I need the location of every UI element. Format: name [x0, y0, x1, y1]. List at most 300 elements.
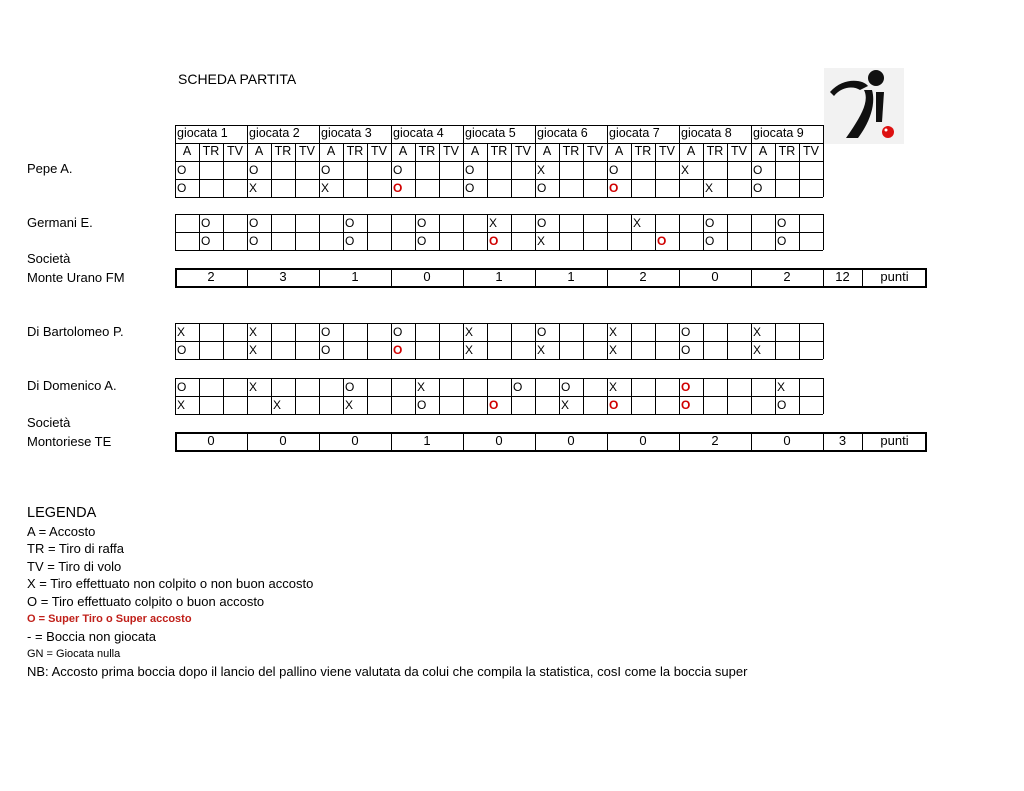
grid-line	[631, 143, 632, 161]
grid-line	[823, 143, 824, 161]
giocata-score: 0	[711, 269, 719, 284]
grid-line	[607, 161, 608, 197]
grid-line	[703, 161, 704, 197]
grid-line	[463, 125, 464, 143]
shot-mark: O	[681, 343, 691, 357]
giocata-header: giocata 5	[465, 126, 516, 140]
grid-line	[559, 378, 560, 414]
giocata-score: 1	[351, 269, 359, 284]
grid-line	[487, 214, 488, 250]
grid-line	[775, 378, 776, 414]
grid-line	[367, 323, 368, 359]
grid-line	[703, 214, 704, 250]
grid-line	[679, 125, 680, 143]
shot-mark: O	[249, 216, 259, 230]
giocata-score: 0	[207, 433, 215, 448]
grid-line	[727, 161, 728, 197]
grid-line	[799, 161, 800, 197]
sub-header: A	[758, 144, 768, 158]
grid-line	[415, 214, 416, 250]
sub-header: A	[686, 144, 696, 158]
grid-line	[343, 323, 344, 359]
grid-line	[607, 323, 608, 359]
sub-header: TV	[371, 144, 387, 158]
shot-mark: O	[177, 380, 187, 394]
societa-label: Società	[27, 251, 71, 266]
shot-mark: X	[249, 325, 258, 339]
shot-mark: X	[249, 343, 258, 357]
grid-line	[223, 143, 224, 161]
grid-line	[175, 143, 176, 161]
grid-line	[391, 161, 392, 197]
shot-mark: O	[345, 216, 355, 230]
grid-line	[175, 125, 176, 143]
grid-line	[583, 161, 584, 197]
grid-line	[439, 323, 440, 359]
total-score: 12	[835, 269, 850, 284]
grid-line	[175, 161, 823, 162]
grid-line	[463, 323, 464, 359]
grid-line	[583, 143, 584, 161]
grid-line	[271, 214, 272, 250]
shot-mark: O	[321, 163, 331, 177]
giocata-header: giocata 6	[537, 126, 588, 140]
grid-line	[823, 323, 824, 359]
grid-line	[391, 378, 392, 414]
grid-line	[703, 378, 704, 414]
grid-line	[655, 378, 656, 414]
grid-line	[679, 143, 680, 161]
grid-line	[415, 378, 416, 414]
giocata-header: giocata 9	[753, 126, 804, 140]
shot-mark: X	[609, 343, 618, 357]
giocata-score: 2	[207, 269, 215, 284]
grid-line	[319, 125, 320, 143]
grid-line	[751, 125, 752, 143]
grid-line	[247, 378, 248, 414]
shot-mark: X	[249, 181, 258, 195]
shot-mark: O	[657, 234, 667, 248]
grid-line	[463, 143, 464, 161]
grid-line	[295, 143, 296, 161]
giocata-score: 1	[495, 269, 503, 284]
grid-line	[223, 214, 224, 250]
grid-line	[535, 143, 536, 161]
sub-header: A	[542, 144, 552, 158]
grid-line	[247, 143, 248, 161]
grid-line	[175, 143, 823, 144]
shot-mark: O	[537, 325, 547, 339]
sub-header: TV	[227, 144, 243, 158]
grid-line	[415, 161, 416, 197]
grid-line	[559, 214, 560, 250]
grid-line	[511, 323, 512, 359]
shot-mark: O	[609, 163, 619, 177]
shot-mark: X	[177, 398, 186, 412]
grid-line	[679, 323, 680, 359]
shot-mark: O	[489, 234, 499, 248]
shot-mark: O	[201, 234, 211, 248]
grid-line	[775, 323, 776, 359]
grid-line	[367, 378, 368, 414]
grid-line	[223, 161, 224, 197]
shot-mark: O	[393, 181, 403, 195]
shot-mark: O	[777, 234, 787, 248]
shot-mark: X	[681, 163, 690, 177]
grid-line	[775, 214, 776, 250]
grid-line	[367, 214, 368, 250]
grid-line	[175, 179, 823, 180]
grid-line	[223, 323, 224, 359]
shot-mark: O	[465, 163, 475, 177]
shot-mark: X	[537, 234, 546, 248]
sub-header: TR	[202, 144, 220, 158]
sub-header: TV	[587, 144, 603, 158]
legend-dash-line: - = Boccia non giocata	[27, 629, 156, 645]
shot-mark: O	[753, 163, 763, 177]
grid-line	[343, 161, 344, 197]
shot-mark: X	[705, 181, 714, 195]
total-score: 3	[838, 433, 847, 448]
grid-line	[463, 161, 464, 197]
shot-mark: O	[393, 325, 403, 339]
grid-line	[727, 214, 728, 250]
grid-line	[823, 161, 824, 197]
grid-line	[727, 378, 728, 414]
giocata-header: giocata 8	[681, 126, 732, 140]
shot-mark: O	[681, 325, 691, 339]
grid-line	[823, 214, 824, 250]
societa-label: Società	[27, 415, 71, 430]
shot-mark: X	[609, 325, 618, 339]
grid-line	[535, 161, 536, 197]
shot-mark: O	[537, 216, 547, 230]
legend-line: X = Tiro effettuato non colpito o non buon accosto	[27, 576, 314, 592]
grid-line	[271, 378, 272, 414]
grid-line	[799, 214, 800, 250]
punti-label: punti	[880, 269, 909, 284]
societa-name: Monte Urano FM	[27, 270, 125, 285]
grid-line	[175, 359, 823, 360]
grid-line	[607, 143, 608, 161]
grid-line	[391, 214, 392, 250]
grid-line	[319, 161, 320, 197]
sub-header: A	[398, 144, 408, 158]
legend-gn-line: GN = Giocata nulla	[27, 647, 121, 660]
shot-mark: O	[177, 163, 187, 177]
grid-line	[583, 378, 584, 414]
giocata-score: 0	[423, 269, 431, 284]
grid-line	[319, 323, 320, 359]
grid-line	[223, 378, 224, 414]
grid-line	[559, 161, 560, 197]
grid-line	[175, 323, 176, 359]
giocata-header: giocata 2	[249, 126, 300, 140]
sub-header: A	[614, 144, 624, 158]
punti-label: punti	[880, 433, 909, 448]
shot-mark: O	[345, 380, 355, 394]
shot-mark: X	[321, 181, 330, 195]
grid-line	[343, 143, 344, 161]
grid-line	[703, 323, 704, 359]
grid-line	[199, 323, 200, 359]
grid-line	[175, 378, 176, 414]
giocata-score: 0	[567, 433, 575, 448]
grid-line	[271, 161, 272, 197]
sub-header: TV	[659, 144, 675, 158]
shot-mark: X	[537, 343, 546, 357]
shot-mark: X	[609, 380, 618, 394]
grid-line	[271, 323, 272, 359]
grid-line	[583, 214, 584, 250]
page-title: SCHEDA PARTITA	[178, 71, 297, 87]
grid-line	[607, 125, 608, 143]
shot-mark: O	[177, 343, 187, 357]
grid-line	[655, 323, 656, 359]
grid-line	[727, 143, 728, 161]
grid-line	[559, 143, 560, 161]
giocata-score: 0	[351, 433, 359, 448]
shot-mark: O	[513, 380, 523, 394]
grid-line	[751, 161, 752, 197]
grid-line	[727, 323, 728, 359]
shot-mark: O	[249, 163, 259, 177]
grid-line	[751, 378, 752, 414]
grid-line	[295, 378, 296, 414]
grid-line	[415, 143, 416, 161]
grid-line	[823, 125, 824, 143]
sub-header: TR	[274, 144, 292, 158]
sub-header: TR	[706, 144, 724, 158]
shot-mark: O	[345, 234, 355, 248]
legend-line: A = Accosto	[27, 523, 96, 539]
grid-line	[535, 323, 536, 359]
grid-line	[439, 214, 440, 250]
grid-line	[175, 232, 823, 233]
grid-line	[199, 214, 200, 250]
grid-line	[511, 161, 512, 197]
grid-line	[199, 378, 200, 414]
grid-line	[247, 323, 248, 359]
grid-line	[295, 161, 296, 197]
shot-mark: O	[417, 216, 427, 230]
giocata-score: 1	[423, 433, 431, 448]
grid-line	[631, 323, 632, 359]
sub-header: TV	[731, 144, 747, 158]
shot-mark: O	[681, 380, 691, 394]
shot-mark: O	[681, 398, 691, 412]
grid-line	[175, 396, 823, 397]
legend-line: O = Tiro effettuato colpito o buon accosto	[27, 593, 265, 609]
grid-line	[247, 125, 248, 143]
shot-mark: O	[489, 398, 499, 412]
grid-line	[199, 161, 200, 197]
grid-line	[391, 323, 392, 359]
grid-line	[175, 323, 823, 324]
grid-line	[199, 143, 200, 161]
grid-line	[655, 143, 656, 161]
grid-line	[175, 214, 176, 250]
legend-super-line: O = Super Tiro o Super accosto	[27, 612, 192, 625]
grid-line	[319, 378, 320, 414]
grid-line	[175, 341, 823, 342]
shot-mark: O	[393, 343, 403, 357]
grid-line	[175, 161, 176, 197]
shot-mark: X	[273, 398, 282, 412]
giocata-score: 3	[279, 269, 287, 284]
grid-line	[511, 378, 512, 414]
shot-mark: X	[753, 325, 762, 339]
shot-mark: O	[777, 216, 787, 230]
legend-nb-line: NB: Accosto prima boccia dopo il lancio del pallino viene valutata da colui che compila la statistica, cosI come la boccia super	[27, 664, 748, 680]
shot-mark: X	[777, 380, 786, 394]
player-name: Di Domenico A.	[27, 378, 117, 393]
grid-line	[535, 214, 536, 250]
grid-line	[463, 378, 464, 414]
shot-mark: O	[321, 343, 331, 357]
grid-line	[631, 214, 632, 250]
grid-line	[799, 143, 800, 161]
grid-line	[487, 143, 488, 161]
giocata-score: 2	[711, 433, 719, 448]
shot-mark: X	[489, 216, 498, 230]
shot-mark: X	[753, 343, 762, 357]
shot-mark: X	[633, 216, 642, 230]
sub-header: TV	[803, 144, 819, 158]
grid-line	[487, 378, 488, 414]
shot-mark: X	[465, 343, 474, 357]
grid-line	[799, 378, 800, 414]
grid-line	[583, 323, 584, 359]
sub-header: A	[254, 144, 264, 158]
grid-line	[655, 161, 656, 197]
shot-mark: O	[537, 181, 547, 195]
giocata-score: 0	[279, 433, 287, 448]
grid-line	[367, 143, 368, 161]
grid-line	[247, 214, 248, 250]
sub-header: TV	[443, 144, 459, 158]
legend-line: TV = Tiro di volo	[27, 558, 122, 574]
shot-mark: O	[321, 325, 331, 339]
grid-line	[799, 323, 800, 359]
grid-line	[679, 214, 680, 250]
grid-line	[391, 143, 392, 161]
giocata-header: giocata 4	[393, 126, 444, 140]
grid-line	[175, 197, 823, 198]
grid-line	[679, 378, 680, 414]
sub-header: TV	[299, 144, 315, 158]
sub-header: TR	[418, 144, 436, 158]
grid-line	[607, 214, 608, 250]
grid-line	[271, 143, 272, 161]
giocata-header: giocata 3	[321, 126, 372, 140]
grid-line	[343, 214, 344, 250]
grid-line	[367, 161, 368, 197]
grid-line	[463, 214, 464, 250]
sub-header: A	[182, 144, 192, 158]
shot-mark: X	[417, 380, 426, 394]
shot-mark: O	[393, 163, 403, 177]
grid-line	[655, 214, 656, 250]
shot-mark: O	[705, 234, 715, 248]
shot-mark: O	[561, 380, 571, 394]
giocata-score: 2	[783, 269, 791, 284]
grid-line	[175, 125, 823, 126]
grid-line	[511, 143, 512, 161]
grid-line	[439, 143, 440, 161]
shot-mark: O	[753, 181, 763, 195]
grid-line	[631, 161, 632, 197]
giocata-score: 0	[639, 433, 647, 448]
grid-line	[775, 161, 776, 197]
player-name: Pepe A.	[27, 161, 73, 176]
grid-line	[319, 214, 320, 250]
grid-line	[823, 378, 824, 414]
shot-mark: O	[705, 216, 715, 230]
grid-line	[631, 378, 632, 414]
societa-name: Montoriese TE	[27, 434, 112, 449]
grid-line	[175, 250, 823, 251]
grid-line	[247, 161, 248, 197]
shot-mark: X	[561, 398, 570, 412]
shot-mark: O	[465, 181, 475, 195]
grid-line	[679, 161, 680, 197]
shot-mark: O	[609, 398, 619, 412]
grid-line	[559, 323, 560, 359]
shot-mark: O	[177, 181, 187, 195]
grid-line	[487, 161, 488, 197]
grid-line	[703, 143, 704, 161]
grid-line	[415, 323, 416, 359]
giocata-score: 0	[783, 433, 791, 448]
giocata-score: 1	[567, 269, 575, 284]
grid-line	[535, 378, 536, 414]
grid-line	[751, 143, 752, 161]
grid-line	[295, 214, 296, 250]
sub-header: TV	[515, 144, 531, 158]
legend-line: TR = Tiro di raffa	[27, 541, 124, 557]
grid-line	[175, 214, 823, 215]
sub-header: TR	[346, 144, 364, 158]
grid-line	[391, 125, 392, 143]
sub-header: TR	[562, 144, 580, 158]
sub-header: TR	[778, 144, 796, 158]
shot-mark: O	[417, 234, 427, 248]
shot-mark: O	[609, 181, 619, 195]
grid-line	[319, 143, 320, 161]
giocata-score: 2	[639, 269, 647, 284]
grid-line	[295, 323, 296, 359]
legend-title: LEGENDA	[27, 505, 97, 521]
grid-line	[439, 161, 440, 197]
grid-line	[487, 323, 488, 359]
giocata-header: giocata 7	[609, 126, 660, 140]
sub-header: A	[326, 144, 336, 158]
giocata-score: 0	[495, 433, 503, 448]
sub-header: TR	[490, 144, 508, 158]
shot-mark: X	[249, 380, 258, 394]
shot-mark: X	[465, 325, 474, 339]
grid-line	[535, 125, 536, 143]
grid-line	[775, 143, 776, 161]
grid-line	[511, 214, 512, 250]
grid-line	[343, 378, 344, 414]
shot-mark: O	[249, 234, 259, 248]
shot-mark: O	[417, 398, 427, 412]
shot-mark: X	[345, 398, 354, 412]
grid-line	[175, 378, 823, 379]
grid-line	[751, 214, 752, 250]
